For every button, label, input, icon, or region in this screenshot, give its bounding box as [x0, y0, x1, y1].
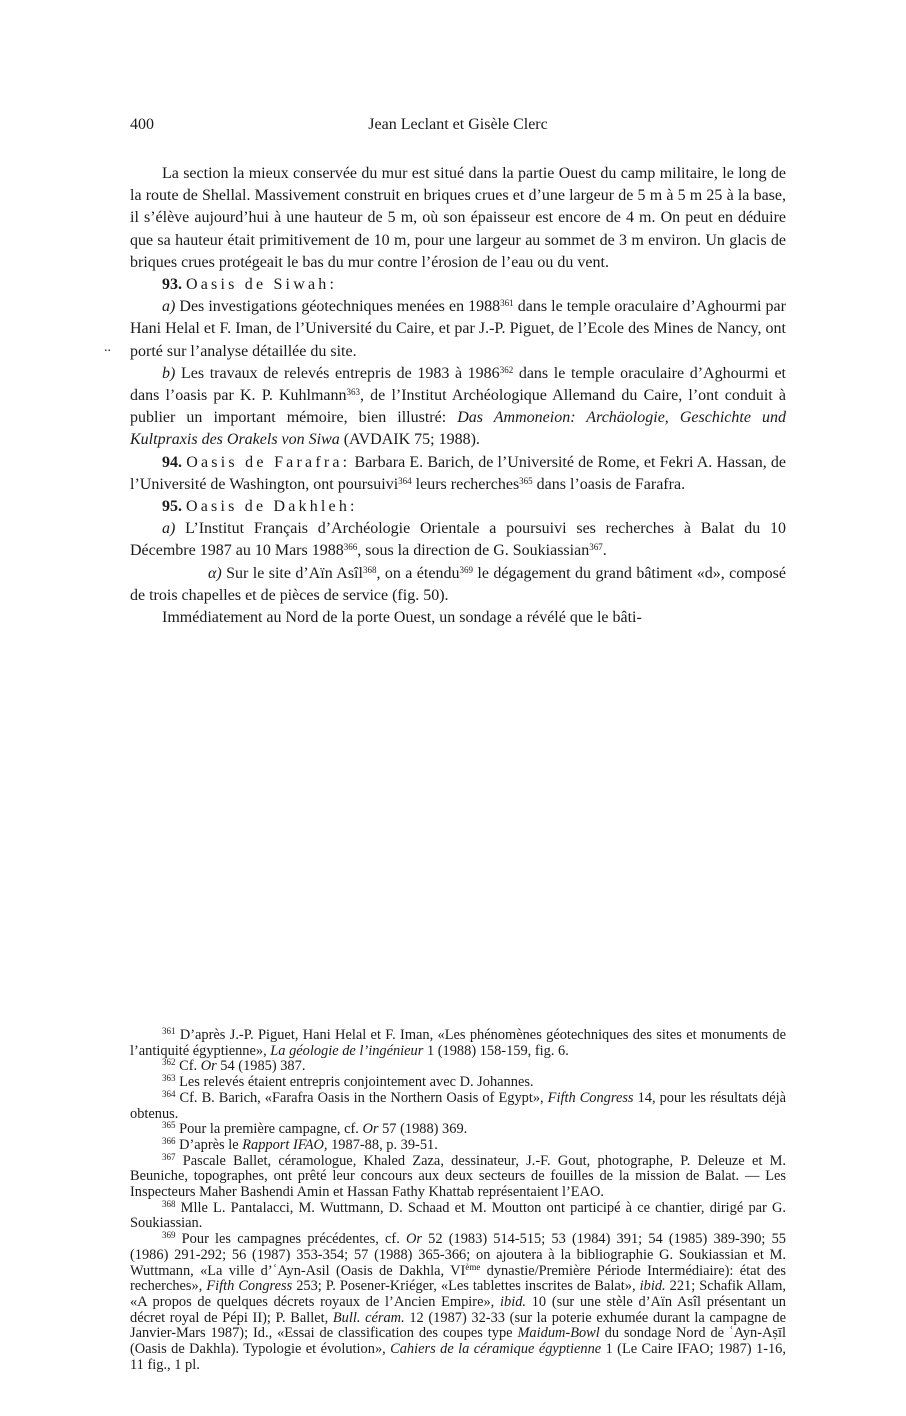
book-title: Das Ammoneion: Archäologie, Geschichte und Kultpraxis des Orakels von Siwa — [130, 409, 786, 449]
item-label: b) — [162, 364, 176, 382]
section-title: Oasis de Dakhleh: — [186, 498, 358, 516]
running-head: Jean Leclant et Gisèle Clerc — [368, 116, 548, 133]
section-number: 94. — [162, 453, 182, 471]
footnote-367: $^{367}$ Pascale Ballet, céramologue, Khaled Zaza, dessinateur, J.-F. Gout, photographe, P. Deleuze et M. Beuniche, topographes, ont prêté leur concours aux deux secteurs de fouilles de la mission de Balat. — Les Inspecteurs Maher Bashendi Amin et Hassan Fathy Khattab représentaient l’EAO. — [130, 1151, 786, 1201]
footnotes — [130, 1028, 786, 1373]
paragraph-siwah-b: b) Les travaux de relevés entrepris de 1983 à 1986$^{362}$ dans le temple oraculaire d’Aghourmi et dans l’oasis par K. P. Kuhlmann$^{363}$, de l’Institut Archéologique Allemand du Caire, l’ont conduit à publier un important mémoire, bien illustré: Das Ammoneion: Archäologie, Geschichte und Kultpraxis des Orakels von Siwa (AVDAIK 75; 1988). — [130, 364, 786, 449]
footnote-ref: 368 — [362, 564, 377, 575]
item-label: a) — [162, 298, 176, 316]
paragraph-sondage: Immédiatement au Nord de la porte Ouest, un sondage a révélé que le bâti- — [162, 609, 642, 627]
footnote-366: $^{366}$ D’après le Rapport IFAO, 1987-88, p. 39-51. — [162, 1135, 438, 1153]
footnote-369: $^{369}$ Pour les campagnes précédentes, cf. Or 52 (1983) 514-515; 53 (1984) 391; 54 (1985) 389-390; 55 (1986) 291-292; 56 (1987) 353-354; 57 (1988) 365-366; on ajoutera à la bibliographie G. Soukiassian et M. Wuttmann, «La ville d’ʿAyn-Asil (Oasis de Dakhla, VIème dynastie/Première Période Intermédiaire): état des recherches», Fifth Congress 253; P. Posener-Kriéger, «Les tablettes inscrites de Balat», ibid. 221; Schafik Allam, «A propos de quelques décrets royaux de l’Ancien Empire», ibid. 10 (sur une stèle d’Aïn Asîl présentant un décret royal de Pépi II); P. Ballet, Bull. céram. 12 (1987) 32-33 (sur la poterie exhumée durant la campagne de Janvier-Mars 1987); Id., «Essai de classification des coupes type Maidum-Bowl du sondage Nord de ʿAyn-Aṣīl (Oasis de Dakhla). Typologie et évolution», Cahiers de la céramique égyptienne 1 (Le Caire IFAO; 1987) 1-16, 11 fig., 1 pl. — [130, 1230, 787, 1373]
footnote-ref: 362 — [499, 364, 514, 375]
section-title: Oasis de Siwah: — [186, 276, 338, 294]
footnote-368: $^{368}$ Mlle L. Pantalacci, M. Wuttmann, D. Schaad et M. Moutton ont participé à ce chantier, dirigé par G. Soukiassian. — [130, 1198, 786, 1232]
footnote-364: $^{364}$ Cf. B. Barich, «Farafra Oasis in the Northern Oasis of Egypt», Fifth Congress 14, pour les résultats déjà obtenus. — [130, 1088, 786, 1122]
paragraph-farafra: 94. Oasis de Farafra: Barbara E. Barich, de l’Université de Rome, et Fekri A. Hassan, de l’Université de Washington, ont poursuivi$^{364}$ leurs recherches$^{365}$ dans l’oasis de Farafra. — [130, 453, 787, 493]
section-number: 93. — [162, 276, 182, 294]
footnote-ref: 364 — [398, 475, 412, 486]
footnote-ref: 369 — [459, 564, 473, 575]
paragraph-dakhleh-a: a) L’Institut Français d’Archéologie Orientale a poursuivi ses recherches à Balat du 10 Décembre 1987 au 10 Mars 1988$^{366}$, sous la direction de G. Soukiassian$^{367}$. — [130, 520, 786, 560]
footnote-362: $^{362}$ Cf. Or 54 (1985) 387. — [162, 1057, 306, 1075]
page-header — [130, 116, 786, 140]
footnote-363: $^{363}$ Les relevés étaient entrepris conjointement avec D. Johannes. — [162, 1073, 534, 1091]
main-text — [130, 163, 786, 629]
footnote-ref: 365 — [519, 475, 533, 486]
paragraph-ain-asil: α) Sur le site d’Aïn Asîl$^{368}$, on a étendu$^{369}$ le dégagement du grand bâtiment «d», composé de trois chapelles et de pièces de service (fig. 50). — [130, 564, 787, 604]
page-number: 400 — [130, 116, 154, 133]
margin-mark: .. — [104, 340, 111, 355]
section-number: 95. — [162, 498, 182, 516]
footnote-ref: 366 — [343, 542, 358, 553]
footnote-365: $^{365}$ Pour la première campagne, cf. Or 57 (1988) 369. — [162, 1120, 468, 1138]
footnote-ref: 363 — [346, 387, 361, 398]
footnote-361: $^{361}$ D’après J.-P. Piguet, Hani Helal et F. Iman, «Les phénomènes géotechniques des sites et monuments de l’antiquité égyptienne», La géologie de l’ingénieur 1 (1988) 158-159, fig. 6. — [130, 1026, 786, 1059]
item-label: α) — [208, 564, 222, 582]
item-label: a) — [162, 520, 176, 538]
footnote-ref: 367 — [589, 542, 603, 553]
paragraph-wall: La section la mieux conservée du mur est situé dans la partie Ouest du camp militaire, le long de la route de Shellal. Massivement construit en briques crues et d’une largeur de 5 m à 5 m 25 à la base, il s’élève aujourd’hui à une hauteur de 5 m, où son épaisseur est encore de 4 m. On peut en déduire que sa hauteur était primitivement de 10 m, pour une largeur au sommet de 3 m environ. Un glacis de briques crues protégeait le bas du mur contre l’érosion de l’eau ou du vent. — [130, 165, 786, 271]
section-title: Oasis de Farafra: — [186, 453, 351, 471]
paragraph-siwah-a: a) Des investigations géotechniques menées en 1988$^{361}$ dans le temple oraculaire d’Aghourmi par Hani Helal et F. Iman, de l’Université du Caire, et par J.-P. Piguet, de l’Ecole des Mines de Nancy, ont porté sur l’analyse détaillée du site. — [130, 298, 786, 360]
section-heading-siwah — [130, 274, 786, 296]
section-heading-dakhleh — [130, 496, 786, 518]
footnote-ref: 361 — [500, 298, 514, 309]
